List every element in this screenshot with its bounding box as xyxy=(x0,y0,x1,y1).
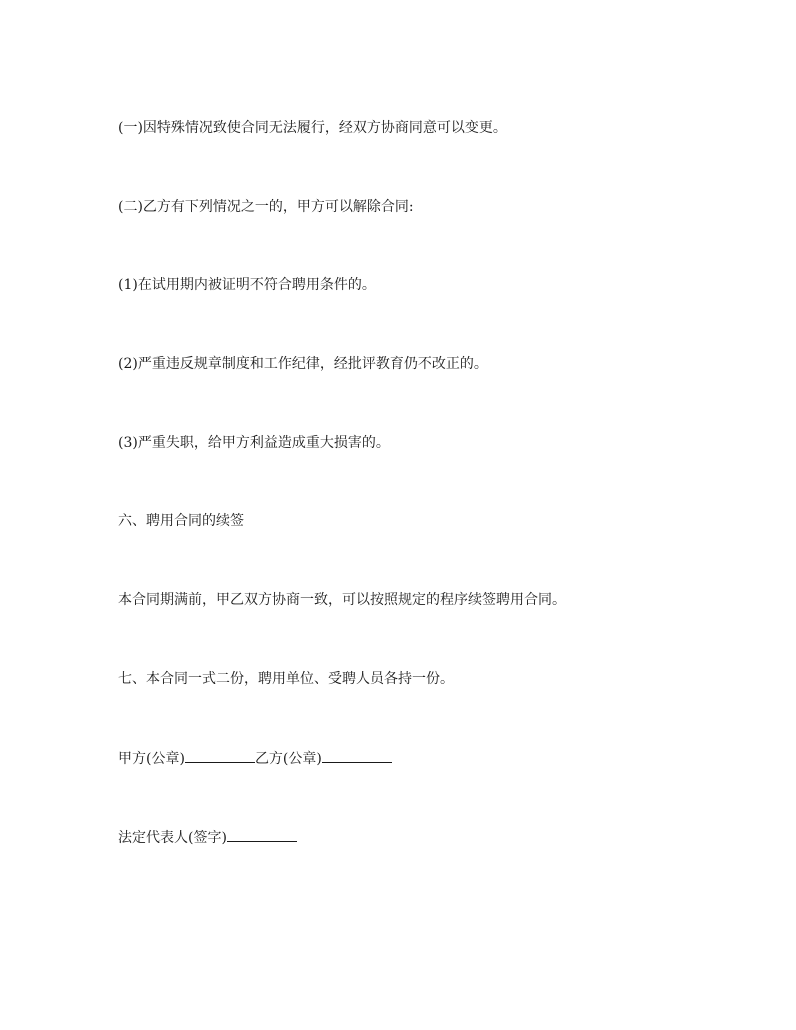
termination-item-3: (3)严重失职，给甲方利益造成重大损害的。 xyxy=(118,435,390,451)
legal-rep-signature-blank[interactable] xyxy=(227,827,297,842)
legal-rep-signature-line xyxy=(118,827,297,848)
clause-termination-intro: (二)乙方有下列情况之一的，甲方可以解除合同: xyxy=(118,199,414,215)
seal-signature-line xyxy=(118,748,392,769)
copies-paragraph: 七、本合同一式二份，聘用单位、受聘人员各持一份。 xyxy=(118,671,454,687)
renewal-paragraph: 本合同期满前，甲乙双方协商一致，可以按照规定的程序续签聘用合同。 xyxy=(118,592,566,608)
party-b-seal-blank[interactable] xyxy=(322,748,392,763)
section-renewal-heading: 六、聘用合同的续签 xyxy=(118,513,244,529)
termination-item-1: (1)在试用期内被证明不符合聘用条件的。 xyxy=(118,277,376,293)
clause-change-paragraph: (一)因特殊情况致使合同无法履行，经双方协商同意可以变更。 xyxy=(118,120,507,136)
legal-rep-label: 法定代表人(签字) xyxy=(118,830,227,846)
party-a-seal-blank[interactable] xyxy=(185,748,255,763)
termination-item-2: (2)严重违反规章制度和工作纪律，经批评教育仍不改正的。 xyxy=(118,356,488,372)
party-b-seal-label: 乙方(公章) xyxy=(254,751,322,767)
party-a-seal-label: 甲方(公章) xyxy=(118,751,185,767)
